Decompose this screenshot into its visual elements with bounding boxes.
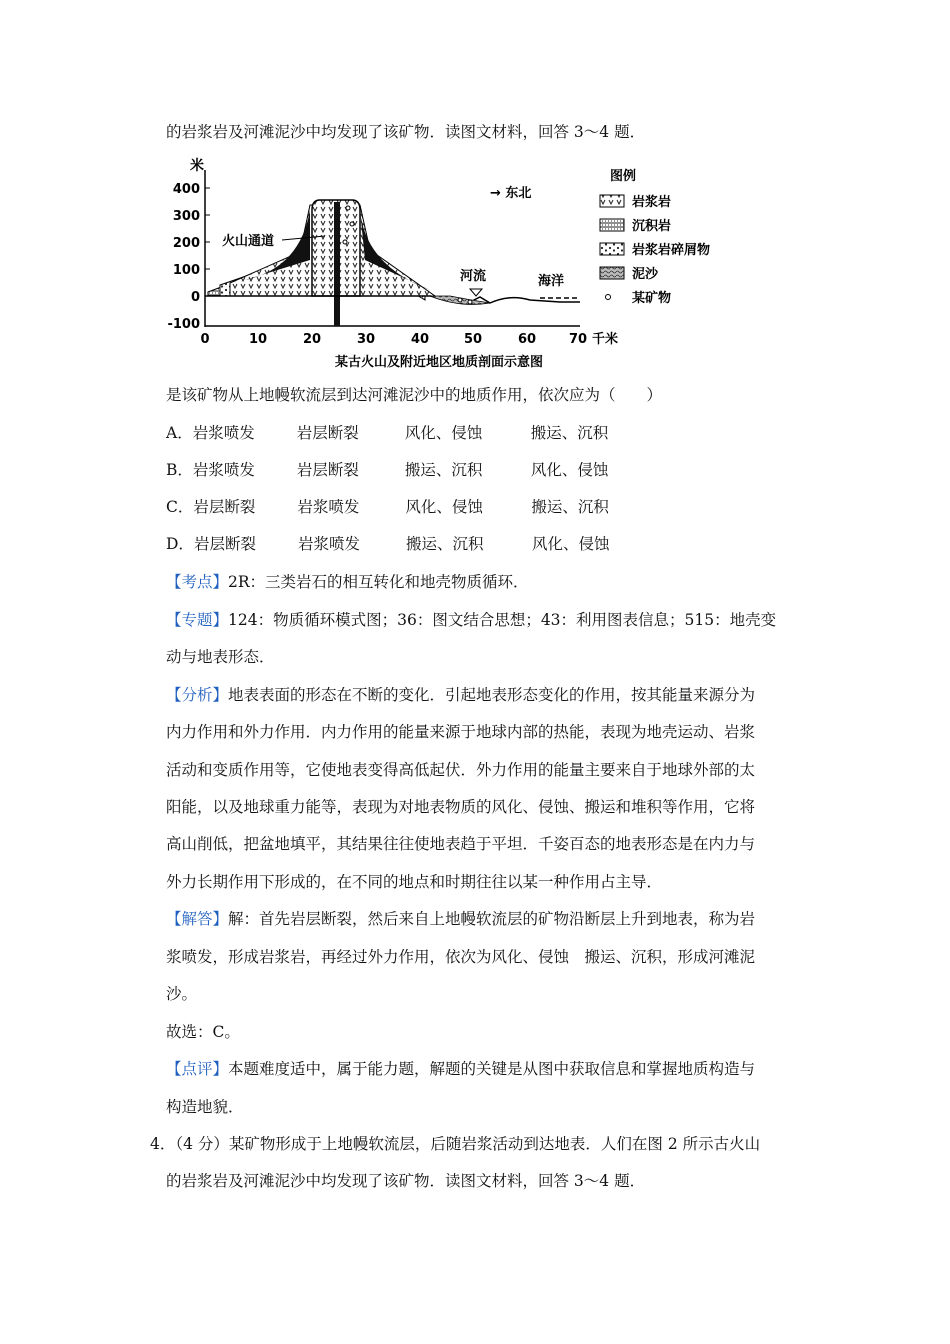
x-tick: 50 (463, 332, 483, 347)
option-cell: 风化、侵蚀 (530, 461, 609, 479)
option-letter: D． (166, 535, 194, 553)
option-d[interactable] (166, 534, 609, 554)
fenxi-line6: 外力长期作用下形成的，在不同的地点和时期往往以某一种作用占主导． (166, 873, 663, 891)
option-cell: 搬运、沉积 (405, 535, 484, 553)
direction-label: → 东北 (490, 186, 532, 201)
option-cell: 搬运、沉积 (531, 498, 609, 516)
x-tick: 70 (568, 332, 588, 347)
x-tick: 40 (410, 332, 430, 347)
geologic-section-figure (160, 150, 760, 375)
fenxi-tag: 【分析】 (166, 686, 229, 704)
option-cell: 岩层断裂 (296, 424, 359, 442)
legend-swatch (600, 195, 624, 207)
legend-swatch (600, 243, 624, 255)
x-tick: 10 (248, 332, 268, 347)
kaodian (166, 572, 529, 592)
ocean-label: 海洋 (538, 274, 565, 289)
zhuanti-tag: 【专题】 (166, 611, 229, 629)
dianping-tag: 【点评】 (166, 1060, 229, 1078)
question-stem: 是该矿物从上地幔软流层到达河滩泥沙中的地质作用，依次应为（ ） (166, 386, 663, 404)
option-cell: 岩浆喷发 (297, 498, 360, 516)
x-tick: 0 (200, 332, 210, 347)
option-b[interactable] (166, 460, 608, 480)
y-unit: 米 (190, 158, 204, 174)
y-axis (167, 157, 210, 332)
option-cell: 岩浆喷发 (297, 535, 360, 553)
river-label: 河流 (460, 269, 487, 284)
x-tick: 30 (356, 332, 376, 347)
option-cell: 岩浆喷发 (192, 461, 255, 479)
x-axis (200, 326, 618, 347)
legend-item: 泥沙 (632, 267, 659, 282)
legend-swatch (606, 295, 611, 300)
answer-line: 故选：C。 (166, 1023, 240, 1041)
fenxi-line3: 活动和变质作用等，它使地表变得高低起伏．外力作用的能量主要来自于地球外部的太 (166, 761, 756, 779)
zhuanti (166, 610, 776, 630)
y-tick: 0 (190, 290, 200, 305)
y-tick: -100 (167, 317, 200, 332)
option-cell: 搬运、沉积 (404, 461, 483, 479)
legend-item: 岩浆岩碎屑物 (632, 243, 711, 258)
legend-swatch (600, 267, 624, 279)
y-tick: 100 (172, 263, 200, 278)
legend-item: 岩浆岩 (632, 195, 672, 210)
fenxi (166, 685, 755, 705)
legend (600, 168, 710, 306)
y-tick: 200 (172, 236, 200, 251)
legend-title: 图例 (610, 169, 637, 184)
option-cell: 岩层断裂 (193, 535, 256, 553)
option-cell: 岩层断裂 (193, 498, 256, 516)
fenxi-line2: 内力作用和外力作用．内力作用的能量来源于地球内部的热能，表现为地壳运动、岩浆 (166, 723, 756, 741)
figure-caption: 某古火山及附近地区地质剖面示意图 (335, 355, 544, 370)
jieda-tag: 【解答】 (166, 910, 229, 928)
jieda-line2: 浆喷发，形成岩浆岩，再经过外力作用，依次为风化、侵蚀 搬运、沉积，形成河滩泥 (166, 948, 756, 966)
zhuanti-line2: 动与地表形态． (166, 648, 275, 666)
cross-section (205, 200, 580, 326)
option-letter: A． (166, 424, 193, 442)
x-tick: 20 (302, 332, 322, 347)
legend-item: 某矿物 (632, 291, 672, 306)
option-letter: C． (166, 498, 194, 516)
kaodian-tag: 【考点】 (166, 573, 229, 591)
x-unit: 千米 (592, 332, 619, 347)
option-cell: 风化、侵蚀 (531, 535, 610, 553)
option-a[interactable] (166, 423, 608, 443)
option-cell: 岩层断裂 (296, 461, 359, 479)
question-4-line2: 的岩浆岩及河滩泥沙中均发现了该矿物．读图文材料，回答 3～4 题． (166, 1172, 646, 1190)
fenxi-line4: 阳能，以及地球重力能等，表现为对地表物质的风化、侵蚀、搬运和堆积等作用，它将 (166, 798, 756, 816)
fenxi-line5: 高山削低，把盆地填平，其结果往往使地表趋于平坦．千姿百态的地表形态是在内力与 (166, 835, 756, 853)
intro-line: 的岩浆岩及河滩泥沙中均发现了该矿物．读图文材料，回答 3～4 题． (166, 123, 646, 141)
fenxi-text: 地表表面的形态在不断的变化．引起地表形态变化的作用，按其能量来源分为 (228, 686, 756, 704)
question-4-line1: 4．（4 分）某矿物形成于上地幔软流层，后随岩浆活动到达地表．人们在图 2 所示古火山 (150, 1135, 761, 1153)
option-cell: 风化、侵蚀 (405, 498, 483, 516)
legend-item: 沉积岩 (632, 219, 672, 234)
jieda-text: 解：首先岩层断裂，然后来自上地幔软流层的矿物沿断层上升到地表，称为岩 (228, 910, 756, 928)
y-tick: 300 (172, 209, 200, 224)
jieda-line3: 沙。 (166, 985, 198, 1003)
option-cell: 搬运、沉积 (530, 424, 609, 442)
legend-swatch (600, 219, 624, 231)
vent-label: 火山通道 (222, 234, 275, 249)
y-tick: 400 (172, 182, 200, 197)
dianping-text: 本题难度适中，属于能力题，解题的关键是从图中获取信息和掌握地质构造与 (228, 1060, 756, 1078)
option-c[interactable] (166, 497, 609, 517)
option-cell: 岩浆喷发 (192, 424, 255, 442)
kaodian-text: 2R：三类岩石的相互转化和地壳物质循环． (228, 573, 529, 591)
option-cell: 风化、侵蚀 (404, 424, 483, 442)
dianping (166, 1059, 755, 1079)
zhuanti-text: 124：物质循环模式图；36：图文结合思想；43：利用图表信息；515：地壳变 (228, 611, 777, 629)
jieda (166, 909, 755, 929)
option-letter: B． (166, 461, 193, 479)
dianping-line2: 构造地貌． (166, 1098, 244, 1116)
x-tick: 60 (517, 332, 537, 347)
